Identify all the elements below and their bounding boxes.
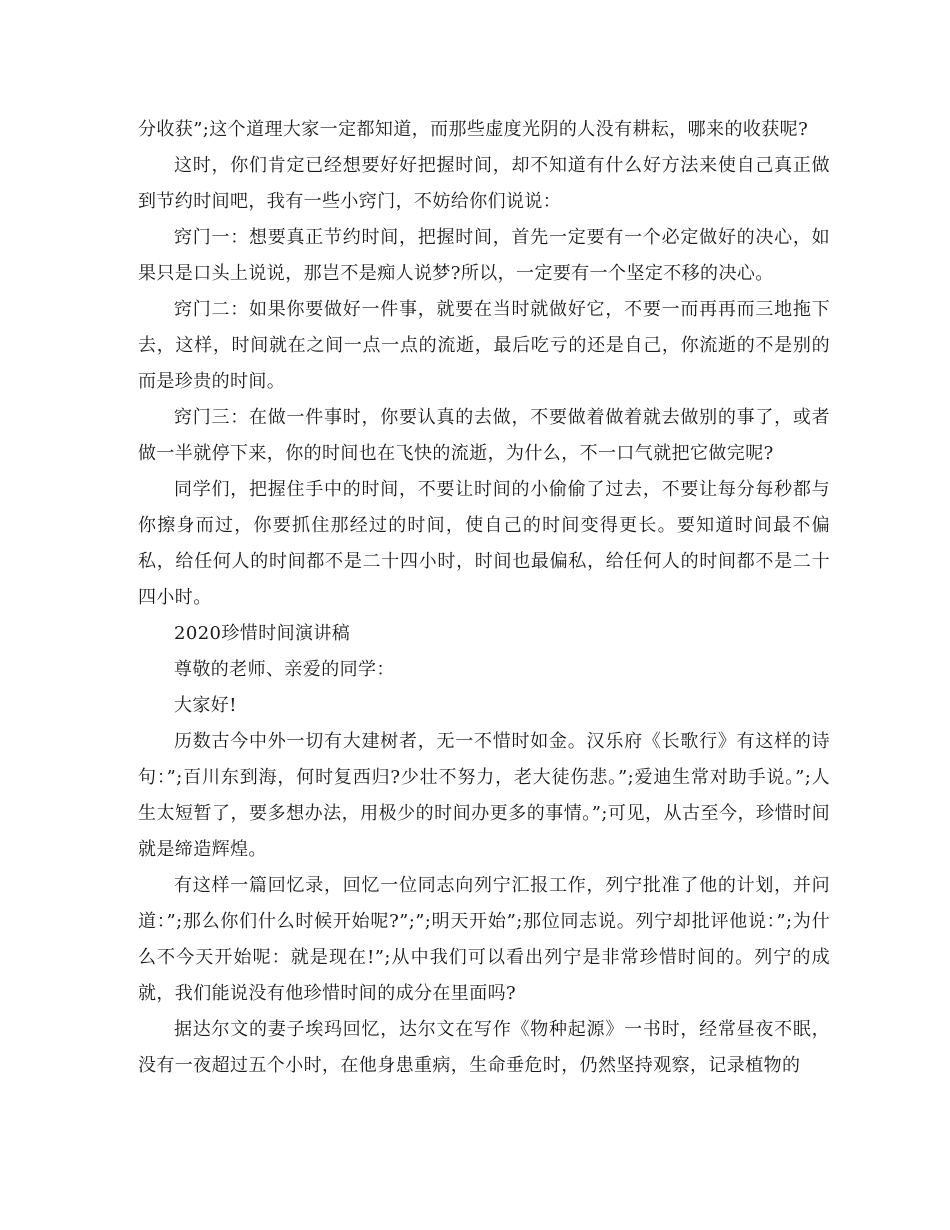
body-text bbox=[138, 112, 830, 1084]
paragraph-history: 历数古今中外一切有大建树者，无一不惜时如金。汉乐府《长歌行》有这样的诗句：”;百川东到海，何时复西归?少壮不努力，老大徒伤悲。”;爱迪生常对助手说。”;人生太短暂了，要多想办法，用极少的时间办更多的事情。”;可见，从古至今，珍惜时间就是缔造辉煌。 bbox=[138, 731, 830, 860]
paragraph-tip-three: 窍门三：在做一件事时，你要认真的去做，不要做着做着就去做别的事了，或者做一半就停下来，你的时间也在飞快的流逝，为什么，不一口气就把它做完呢? bbox=[138, 407, 830, 464]
paragraph-conclusion: 同学们，把握住手中的时间，不要让时间的小偷偷了过去，不要让每分每秒都与你擦身而过，你要抓住那经过的时间，使自己的时间变得更长。要知道时间最不偏私，给任何人的时间都不是二十四小时，时间也最偏私，给任何人的时间都不是二十四小时。 bbox=[138, 479, 830, 608]
paragraph-tip-two: 窍门二：如果你要做好一件事，就要在当时就做好它，不要一而再再而三地拖下去，这样，时间就在之间一点一点的流逝，最后吃亏的还是自己，你流逝的不是别的而是珍贵的时间。 bbox=[138, 299, 830, 392]
speech-title: 2020珍惜时间演讲稿 bbox=[174, 623, 351, 644]
paragraph-darwin: 据达尔文的妻子埃玛回忆，达尔文在写作《物种起源》一书时，经常昼夜不眠，没有一夜超过五个小时，在他身患重病，生命垂危时，仍然坚持观察，记录植物的 bbox=[138, 1019, 830, 1076]
greeting: 大家好! bbox=[174, 695, 237, 716]
paragraph-tips-intro: 这时，你们肯定已经想要好好把握时间，却不知道有什么好方法来使自己真正做到节约时间吧，我有一些小窍门，不妨给你们说说： bbox=[138, 155, 830, 212]
salutation: 尊敬的老师、亲爱的同学： bbox=[174, 659, 395, 680]
paragraph-continuation: 分收获”;这个道理大家一定都知道，而那些虚度光阴的人没有耕耘，哪来的收获呢? bbox=[138, 119, 809, 140]
paragraph-lenin: 有这样一篇回忆录，回忆一位同志向列宁汇报工作，列宁批准了他的计划，并问道：”;那么你们什么时候开始呢?”;”;明天开始”;那位同志说。列宁却批评他说：”;为什么不今天开始呢：就是现在!”;从中我们可以看出列宁是非常珍惜时间的。列宁的成就，我们能说没有他珍惜时间的成分在里面吗? bbox=[138, 875, 830, 1004]
paragraph-tip-one: 窍门一：想要真正节约时间，把握时间，首先一定要有一个必定做好的决心，如果只是口头上说说，那岂不是痴人说梦?所以，一定要有一个坚定不移的决心。 bbox=[138, 227, 830, 284]
